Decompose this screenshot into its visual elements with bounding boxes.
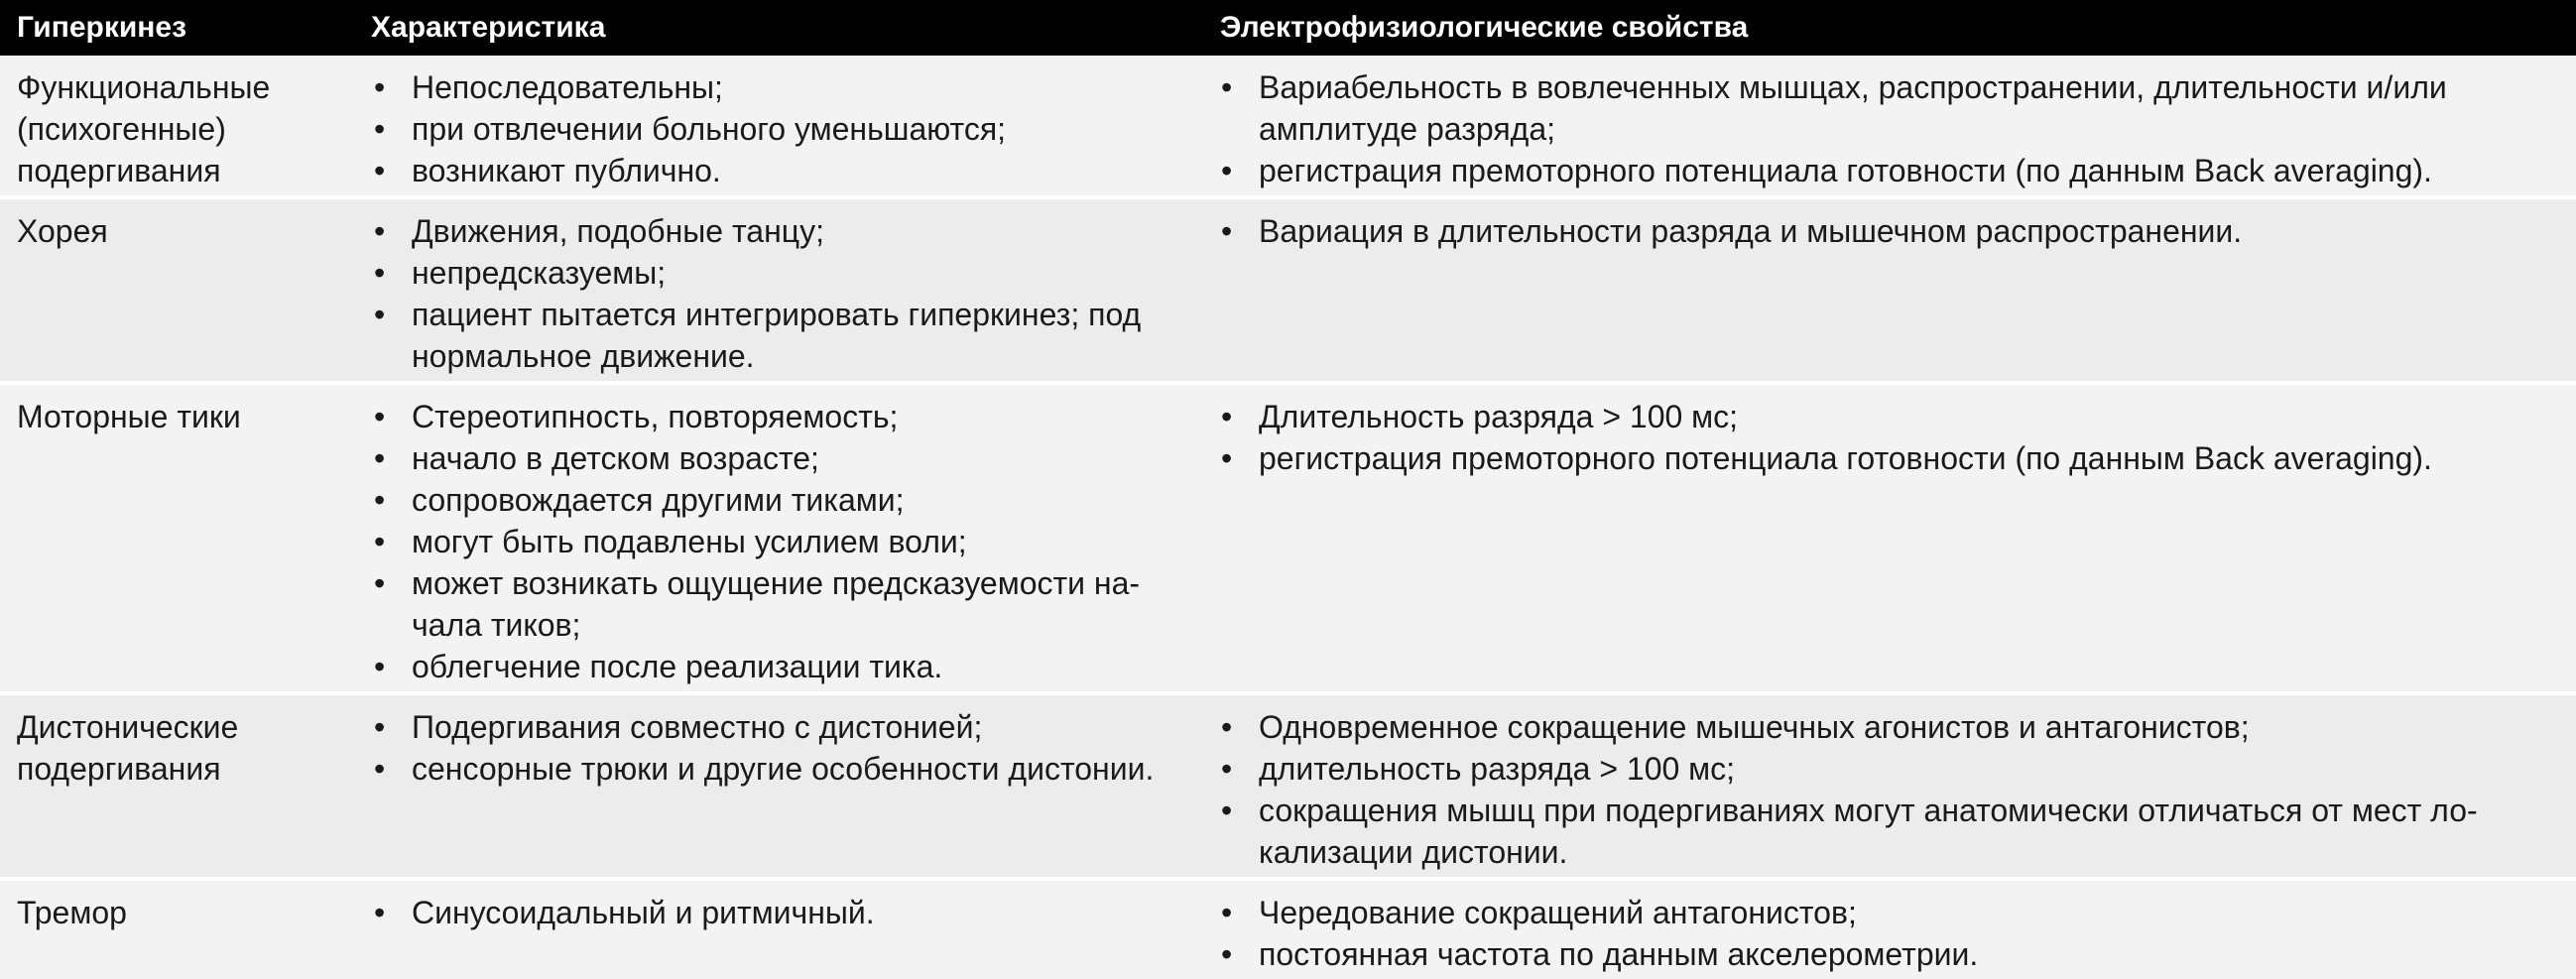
characteristic-item: • может возникать ощущение предсказуемости начала тиков; bbox=[372, 562, 1192, 646]
electrophysiology-item: • регистрация премоторного потенциала готовности (по данным Back averaging). bbox=[1219, 150, 2566, 191]
characteristic-item: • возникают публично. bbox=[372, 150, 1192, 191]
electrophysiology-cell bbox=[1202, 383, 2576, 693]
characteristic-item: • Непоследовательны; bbox=[372, 66, 1192, 108]
table-row bbox=[0, 693, 2576, 879]
header-characteristic: Характеристика bbox=[355, 0, 1202, 56]
characteristics-cell-list bbox=[372, 396, 1192, 687]
characteristic-item: • пациент пытается интегрировать гиперкинез; под нормальное движение. bbox=[372, 294, 1192, 377]
characteristic-item: • непредсказуемы; bbox=[372, 252, 1192, 294]
characteristics-cell bbox=[355, 383, 1202, 693]
table-header bbox=[0, 0, 2576, 56]
table-row bbox=[0, 383, 2576, 693]
electrophysiology-item: • сокращения мышц при подергиваниях могут анатомически отличаться от мест локализации дистонии. bbox=[1219, 790, 2566, 873]
characteristic-item: • начало в детском возрасте; bbox=[372, 437, 1192, 479]
characteristic-item: • сенсорные трюки и другие особенности дистонии. bbox=[372, 748, 1192, 790]
electrophysiology-item: • Вариабельность в вовлеченных мышцах, распространении, длительности и/или амплитуде разряда; bbox=[1219, 66, 2566, 150]
characteristic-item: • при отвлечении больного уменьшаются; bbox=[372, 108, 1192, 150]
hyperkinesis-name: Функциональные (психогенные) подергивания bbox=[17, 69, 271, 188]
characteristics-cell-list bbox=[372, 892, 1192, 933]
electrophysiology-cell bbox=[1202, 197, 2576, 383]
electrophysiology-cell-list bbox=[1219, 210, 2566, 252]
characteristics-cell-list bbox=[372, 706, 1192, 790]
table-row bbox=[0, 56, 2576, 197]
electrophysiology-item: • Чередование сокращений антагонистов; bbox=[1219, 892, 2566, 933]
electrophysiology-item: • Вариация в длительности разряда и мышечном распространении. bbox=[1219, 210, 2566, 252]
characteristic-item: • Стереотипность, повторяемость; bbox=[372, 396, 1192, 437]
header-hyperkinesis: Гиперкинез bbox=[0, 0, 355, 56]
electrophysiology-item: • постоянная частота по данным акселерометрии. bbox=[1219, 933, 2566, 975]
electrophysiology-cell bbox=[1202, 879, 2576, 979]
hyperkinesis-name: Дистонические подергивания bbox=[17, 709, 239, 787]
characteristics-cell-list bbox=[372, 210, 1192, 377]
electrophysiology-cell-list bbox=[1219, 396, 2566, 479]
header-electrophysiology: Электрофизиологические свойства bbox=[1202, 0, 2576, 56]
characteristic-item: • могут быть подавлены усилием воли; bbox=[372, 521, 1192, 562]
hyperkinesis-name: Хорея bbox=[17, 213, 108, 249]
header-row bbox=[0, 0, 2576, 56]
electrophysiology-cell-list bbox=[1219, 706, 2566, 873]
characteristics-cell bbox=[355, 197, 1202, 383]
electrophysiology-cell-list bbox=[1219, 66, 2566, 191]
table-body bbox=[0, 56, 2576, 979]
hyperkinesis-name: Тремор bbox=[17, 895, 127, 930]
characteristics-cell bbox=[355, 879, 1202, 979]
characteristic-item: • Движения, подобные танцу; bbox=[372, 210, 1192, 252]
characteristic-item: • облегчение после реализации тика. bbox=[372, 646, 1192, 687]
electrophysiology-item: • длительность разряда > 100 мс; bbox=[1219, 748, 2566, 790]
electrophysiology-item: • Одновременное сокращение мышечных агонистов и антагонистов; bbox=[1219, 706, 2566, 748]
electrophysiology-cell bbox=[1202, 56, 2576, 197]
table-row bbox=[0, 197, 2576, 383]
table-row bbox=[0, 879, 2576, 979]
characteristics-cell-list bbox=[372, 66, 1192, 191]
characteristic-item: • Подергивания совместно с дистонией; bbox=[372, 706, 1192, 748]
characteristics-cell bbox=[355, 56, 1202, 197]
electrophysiology-cell-list bbox=[1219, 892, 2566, 975]
electrophysiology-item: • Длительность разряда > 100 мс; bbox=[1219, 396, 2566, 437]
electrophysiology-item: • регистрация премоторного потенциала готовности (по данным Back averaging). bbox=[1219, 437, 2566, 479]
characteristic-item: • сопровождается другими тиками; bbox=[372, 479, 1192, 521]
characteristics-cell bbox=[355, 693, 1202, 879]
hyperkinesis-name: Моторные тики bbox=[17, 399, 241, 434]
electrophysiology-cell bbox=[1202, 693, 2576, 879]
characteristic-item: • Синусоидальный и ритмичный. bbox=[372, 892, 1192, 933]
